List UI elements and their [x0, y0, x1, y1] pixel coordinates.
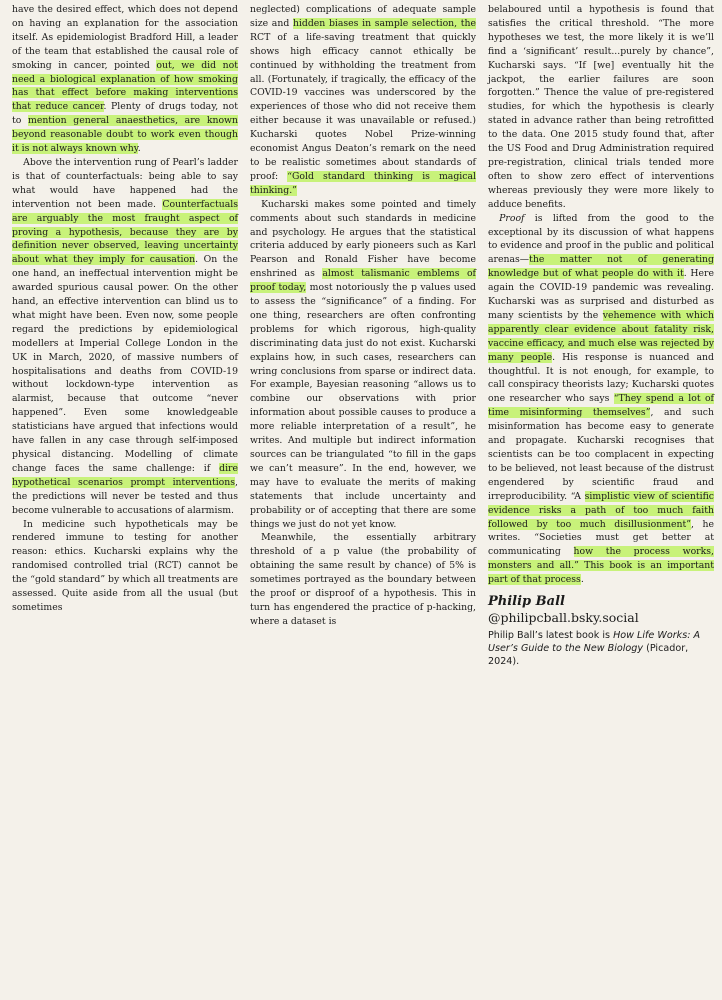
- text-run: .: [137, 143, 141, 155]
- paragraph: [250, 3, 476, 198]
- highlighted-text[interactable]: “They spend a lot of time misinforming themselves”: [488, 393, 714, 419]
- paragraph: [12, 156, 238, 518]
- text-run: . On the one hand, an ineffectual intervention might be awarded spurious causal power. On the other hand, an effective intervention can blind us to what might have been. Even now, some people regard the predictions by epidemiological modellers at Imperial College London in the UK in March, 2020, of massive numbers of hospitalisations and deaths from COVID-19 without lockdown-type intervention as alarmist, because that outcome “never happened”. Even some knowledgeable statisticians have argued that infections would have fallen in any case through self-imposed physical distancing. Modelling of climate change faces the same challenge: if: [12, 254, 238, 474]
- author-handle[interactable]: @philipcball.bsky.social: [488, 609, 639, 625]
- text-run: Kucharski makes some pointed and timely comments about such standards in medicine and psychology. He argues that the statistical criteria adduced by early pioneers such as Karl Pearson and Ronald Fisher have become enshrined as: [250, 198, 476, 280]
- note-book-title: How Life Works: A User’s Guide to the New Biology: [488, 629, 701, 654]
- column-2: [250, 3, 476, 1000]
- text-run: Meanwhile, the essentially arbitrary threshold of a p value (the probability of obtaining the same result by chance) of 5% is sometimes portrayed as the boundary between the proof or disproof of a hypothesis. This in turn has engendered the practice of p-hacking, where a dataset is: [250, 532, 476, 627]
- highlighted-text[interactable]: vehemence with which apparently clear evidence about fatality risk, vaccine efficacy, and much else was rejected by many people: [488, 309, 714, 363]
- paragraph: [12, 3, 238, 156]
- text-run: belaboured until a hypothesis is found that satisfies the critical threshold. “The more hypotheses we test, the more likely it is we’ll find a ‘significant’ result...purely by chance”, Kucharski says. “If [we] eventually hit the jackpot, the earlier failures are soon forgotten.” Thence the value of pre-registered studies, for which the hypothesis is clearly stated in advance rather than being retrofitted to the data. One 2015 study found that, after the US Food and Drug Administration required pre-registration, clinical trials tended more often to show zero effect of interventions whereas previously they were more likely to adduce benefits.: [488, 4, 714, 210]
- text-run: have the desired effect, which does not depend on having an explanation for the association itself. As epidemiologist Bradford Hill, a leader of the team that established the causal role of smoking in cancer, pointed: [12, 4, 238, 71]
- text-run: , he writes. “Societies must get better at communicating: [488, 518, 714, 558]
- text-run: , the predictions will never be tested and thus become vulnerable to accusations of alarmism.: [12, 476, 238, 516]
- text-run: Above the intervention rung of Pearl’s ladder is that of counterfactuals: being able to say what would have happened had the intervention not been made.: [12, 156, 238, 210]
- paragraph: [250, 198, 476, 532]
- highlighted-text[interactable]: the matter not of generating knowledge but of what people do with it: [488, 254, 714, 280]
- text-run: . Plenty of drugs today, not to: [12, 101, 239, 127]
- text-run: . His response is nuanced and thoughtful. It is not enough, for example, to call conspiracy theorists lazy; Kucharski quotes one researcher who says: [488, 351, 714, 405]
- text-run: is lifted from the good to the exceptional by its discussion of what happens to evidence and proof in the public and political arenas—: [488, 212, 715, 266]
- column-1: [12, 3, 238, 1000]
- highlighted-text[interactable]: simplistic view of scientific evidence risks a path of too much faith followed by too much disillusionment”: [488, 490, 714, 530]
- author-note: [488, 629, 714, 668]
- text-run: most notoriously the p values used to assess the “significance” of a finding. For one thing, researchers are often confronting problems for which rigorous, high-quality discriminating data just do not exist. Kucharski explains how, in such cases, researchers can wring conclusions from sparse or indirect data. For example, Bayesian reasoning “allows us to combine our observations with prior information about possible causes to produce a more reliable interpretation of a result”, he writes. And multiple but indirect information sources can be triangulated “to fill in the gaps we can’t measure”. In the end, however, we may have to evaluate the merits of making statements that include uncertainty and probability or of accepting that there are some things we just do not yet know.: [250, 282, 476, 530]
- text-run: . Here again the COVID-19 pandemic was revealing. Kucharski was as surprised and disturbed as many scientists by the: [488, 268, 714, 321]
- text-run: In medicine such hypotheticals may be rendered immune to testing for another reason: ethics. Kucharski explains why the randomised controlled trial (RCT) cannot be the “gold standard” by which all treatments are assessed. Quite aside from all the usual (but sometimes: [12, 518, 238, 613]
- highlighted-text[interactable]: how the process works, monsters and all.” This book is an important part of that process: [488, 546, 714, 586]
- note-prefix: Philip Ball’s latest book is: [488, 629, 614, 641]
- book-title: Proof: [499, 212, 525, 224]
- highlighted-text[interactable]: mention general anaesthetics, are known beyond reasonable doubt to work even though it is not always known why: [12, 115, 238, 155]
- paragraph: [488, 3, 714, 212]
- text-run: RCT of a life-saving treatment that quickly shows high efficacy cannot ethically be continued by withholding the treatment from all. (Fortunately, if tragically, the efficacy of the COVID-19 vaccines was underscored by the experiences of those who did not receive them either because it was unavailable or refused.) Kucharski quotes Nobel Prize-winning economist Angus Deaton’s remark on the need to be realistic sometimes about standards of proof:: [250, 31, 476, 182]
- highlighted-text[interactable]: out, we did not need a biological explanation of how smoking has that effect before making interventions that reduce cancer: [12, 59, 238, 113]
- text-run: , and such misinformation has become easy to generate and propagate. Kucharski recognises that scientists can be too complacent in expecting to be believed, not least because of the distrust engendered by scientific fraud and irreproducibility. “A: [488, 407, 714, 502]
- highlighted-text[interactable]: dire hypothetical scenarios prompt interventions: [12, 462, 238, 488]
- text-run: neglected) complications of adequate sample size and: [250, 4, 476, 29]
- column-3: [488, 3, 714, 1000]
- highlighted-text[interactable]: hidden biases in sample selection, the: [292, 17, 476, 29]
- highlighted-text[interactable]: Counterfactuals are arguably the most fraught aspect of proving a hypothesis, because they are by definition never observed, leaving uncertainty about what they imply for causation: [12, 198, 238, 266]
- author-name: Philip Ball: [488, 594, 565, 610]
- paragraph: [250, 531, 476, 628]
- highlighted-text[interactable]: almost talismanic emblems of proof today,: [250, 268, 476, 294]
- paragraph: [488, 212, 714, 587]
- text-run: .: [580, 574, 584, 586]
- note-suffix: (Picador, 2024).: [488, 642, 689, 667]
- highlighted-text[interactable]: “Gold standard thinking is magical thinking.”: [250, 170, 476, 196]
- paragraph: [12, 518, 238, 615]
